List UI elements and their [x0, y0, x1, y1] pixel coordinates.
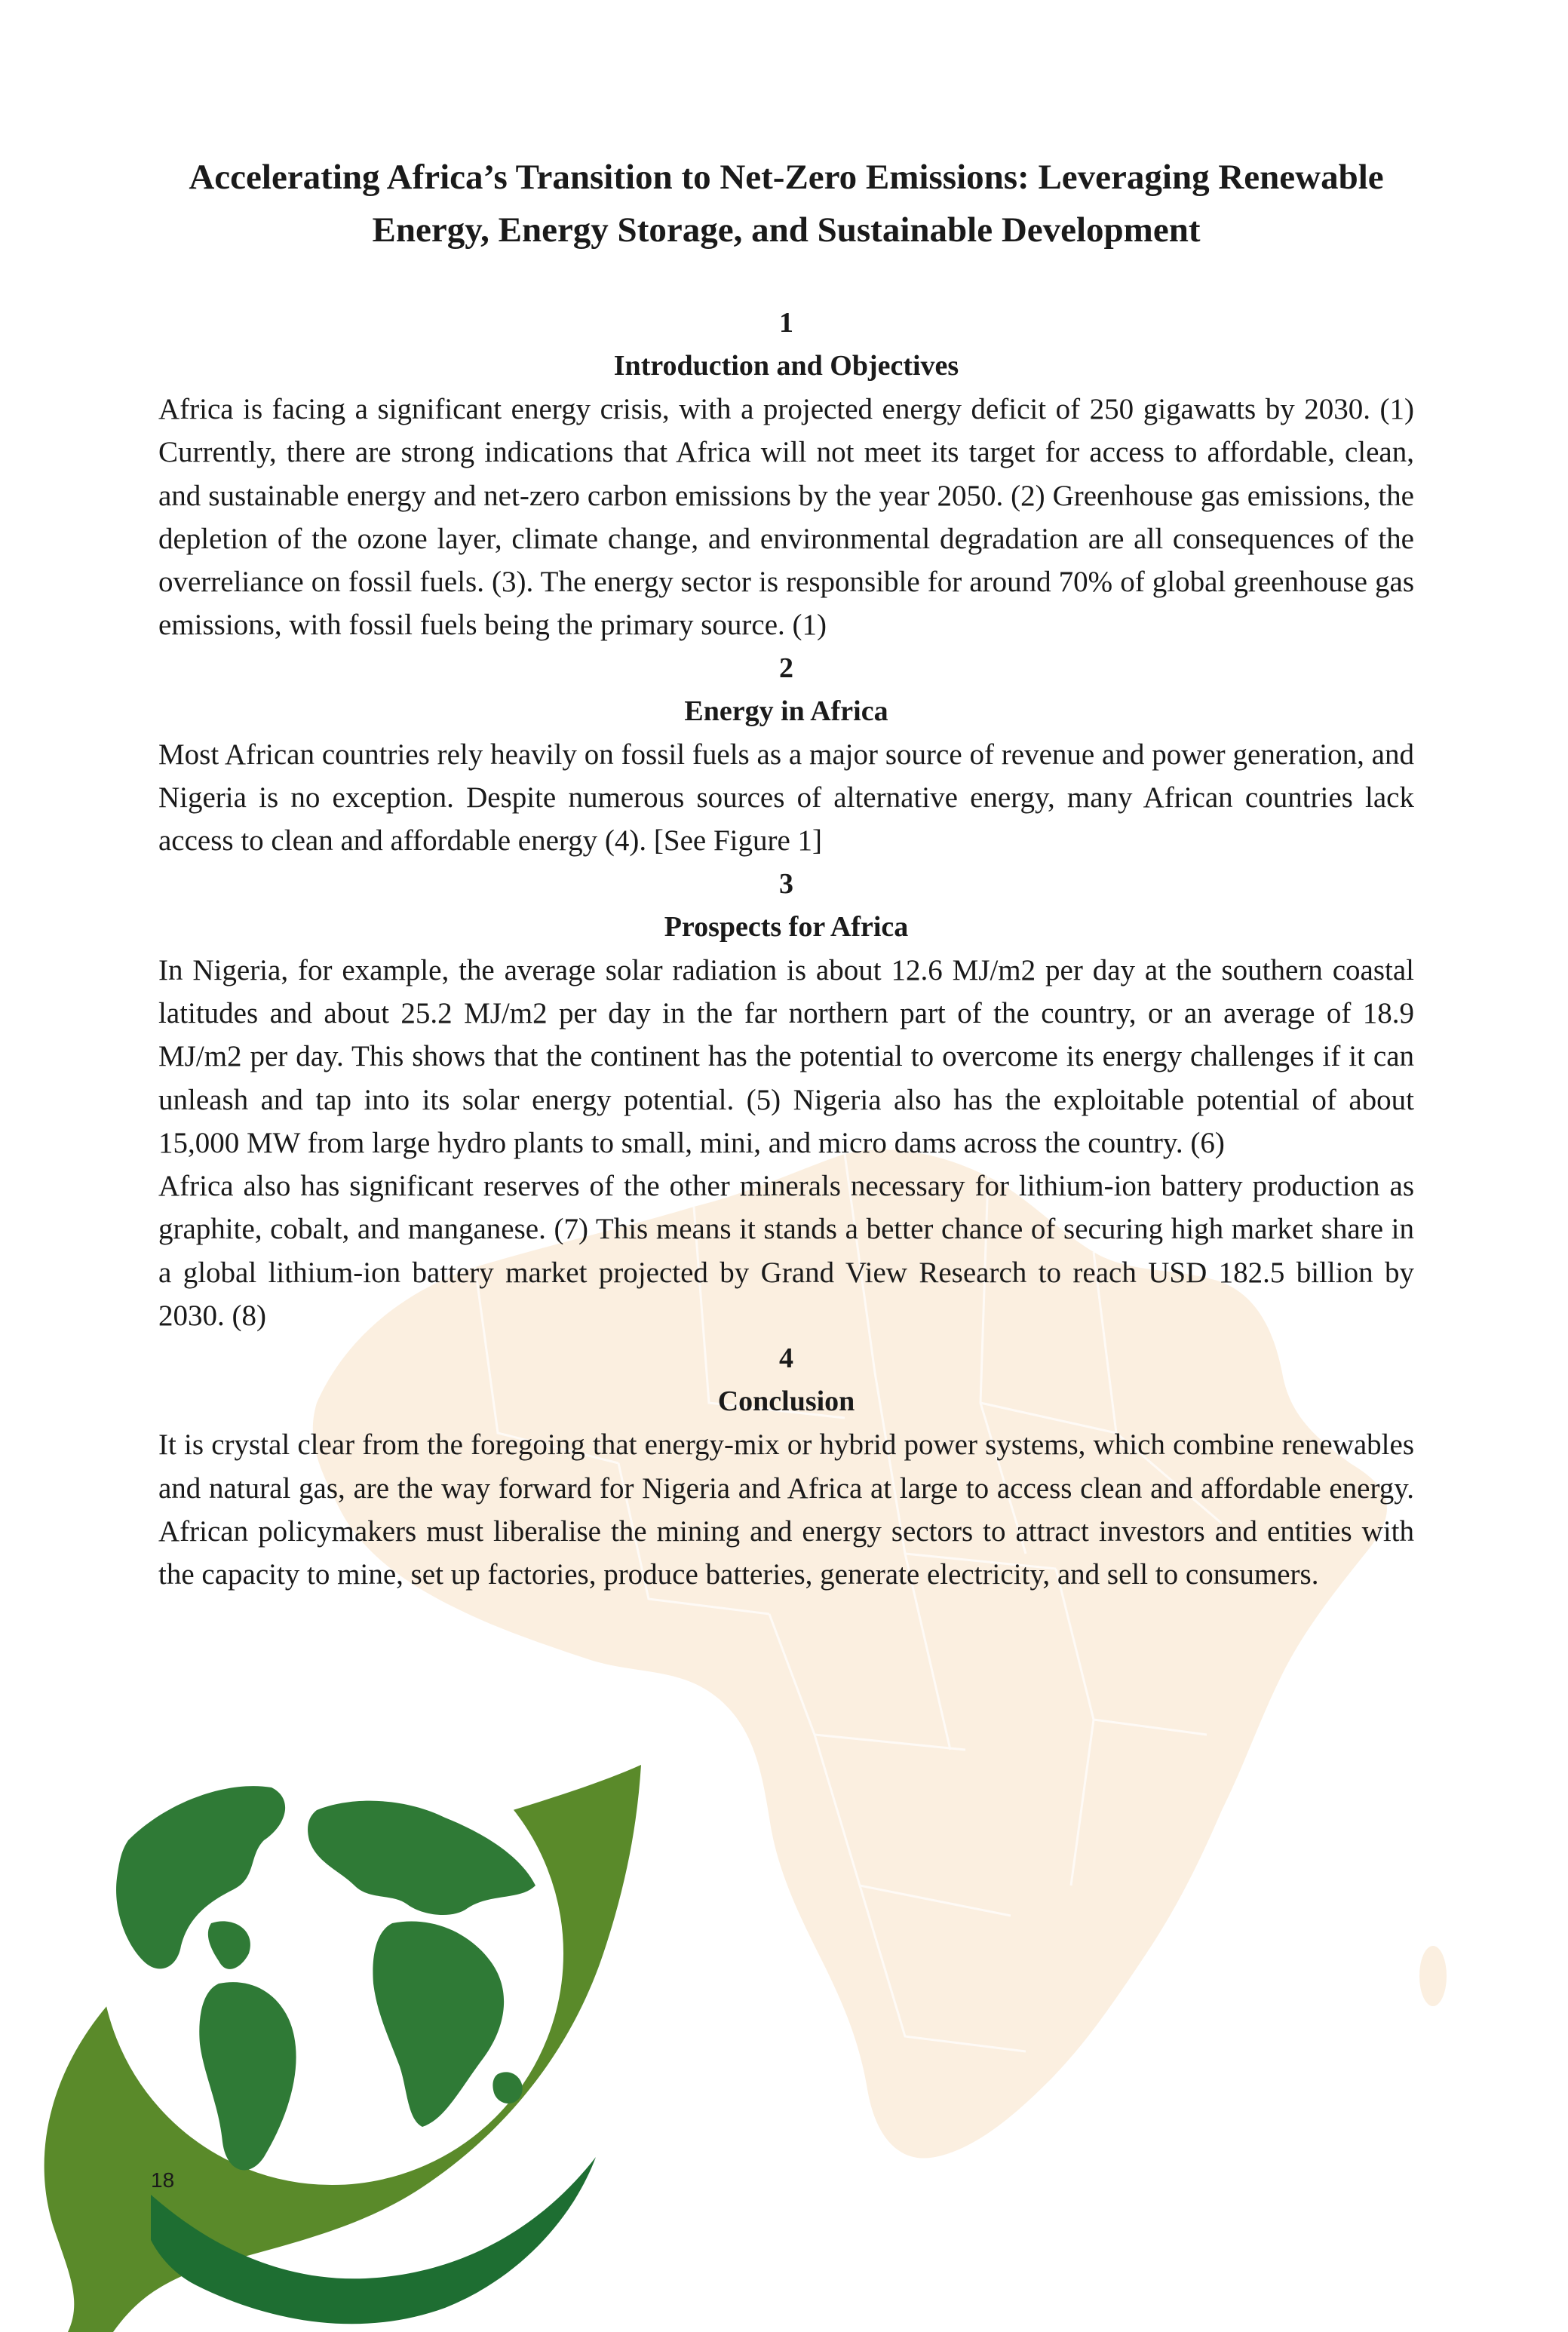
- section-heading: Introduction and Objectives: [613, 350, 959, 382]
- section-energy-in-africa: [158, 647, 1414, 863]
- section-heading: Energy in Africa: [684, 695, 888, 727]
- section-number: 3: [779, 867, 793, 900]
- paragraph: It is crystal clear from the foregoing that energy-mix or hybrid power systems, which combine renewables and natural gas, are the way forward for Nigeria and Africa at large to access clean and affordable energy. African policymakers must liberalise the mining and energy sectors to attract investors and entities with the capacity to mine, set up factories, produce batteries, generate electricity, and sell to consumers.: [158, 1428, 1414, 1591]
- paragraph: Africa also has significant reserves of the other minerals necessary for lithium-ion battery production as graphite, cobalt, and manganese. (7) This means it stands a better chance of securing high market share in a global lithium-ion battery market projected by Grand View Research to reach USD 182.5 billion by 2030. (8): [158, 1170, 1414, 1333]
- section-number: 2: [779, 652, 793, 684]
- section-heading: Conclusion: [717, 1385, 855, 1418]
- paragraph: Most African countries rely heavily on fossil fuels as a major source of revenue and power generation, and Nigeria is no exception. Despite numerous sources of alternative energy, many African countries lack access to clean and affordable energy (4). [See Figure 1]: [158, 738, 1414, 858]
- section-number: 1: [779, 307, 793, 339]
- page-number: 18: [151, 2168, 175, 2192]
- paragraph: Africa is facing a significant energy crisis, with a projected energy deficit of 250 gigawatts by 2030. (1) Currently, there are strong indications that Africa will not meet its target for access to affordable, clean, and sustainable energy and net-zero carbon emissions by the year 2050. (2) Greenhouse gas emissions, the depletion of the ozone layer, climate change, and environmental degradation are all consequences of the overreliance on fossil fuels. (3). The energy sector is responsible for around 70% of global greenhouse gas emissions, with fossil fuels being the primary source. (1): [158, 393, 1414, 642]
- article-body: [158, 151, 1414, 1597]
- globe-leaf-logo: [0, 1727, 679, 2332]
- section-prospects: [158, 863, 1414, 1338]
- section-conclusion: [158, 1337, 1414, 1596]
- section-introduction: [158, 302, 1414, 647]
- paragraph: In Nigeria, for example, the average solar radiation is about 12.6 MJ/m2 per day at the southern coastal latitudes and about 25.2 MJ/m2 per day in the far northern part of the country, or an average of 18.9 MJ/m2 per day. This shows that the continent has the potential to overcome its energy challenges if it can unleash and tap into its solar energy potential. (5) Nigeria also has the exploitable potential of about 15,000 MW from large hydro plants to small, mini, and micro dams across the country. (6): [158, 953, 1414, 1159]
- page-title: Accelerating Africa’s Transition to Net-Zero Emissions: Leveraging Renewable Energy, Energy Storage, and Sustainable Development: [189, 158, 1384, 250]
- section-number: 4: [779, 1342, 793, 1375]
- section-heading: Prospects for Africa: [664, 910, 909, 943]
